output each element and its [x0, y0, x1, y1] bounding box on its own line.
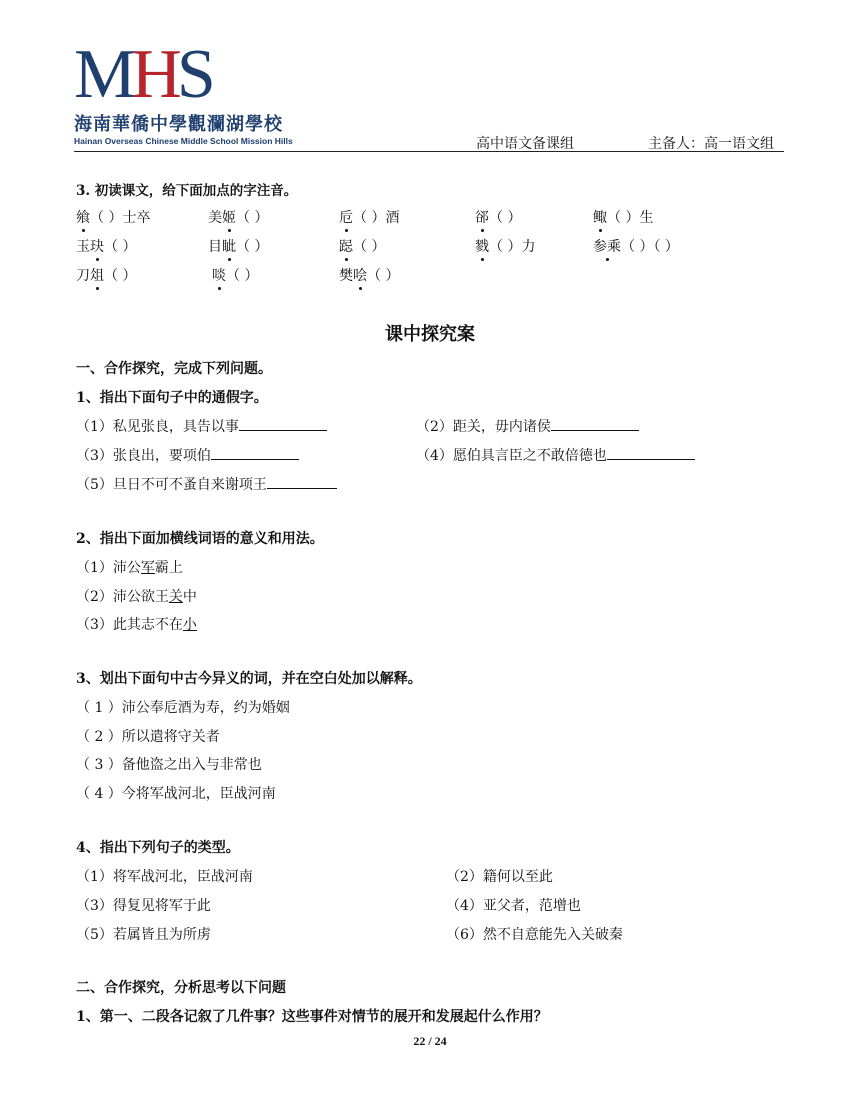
q2-item: （3）此其志不在小: [76, 617, 197, 633]
section-title: 课中探究案: [385, 324, 475, 345]
part-2-question-1: 1、第一、二段各记叙了几件事？这些事件对情节的展开和发展起什么作用？: [76, 1009, 548, 1025]
header-group: 高中语文备课组: [476, 136, 574, 152]
q3-item: （ 2 ）所以遣将守关者: [76, 729, 220, 745]
pinyin-item: 飨（ ）士卒: [76, 207, 150, 227]
q1-item: （2）距关，毋内诸侯: [416, 416, 639, 436]
pinyin-item: 目眦（ ）: [208, 236, 268, 256]
header-divider: [74, 151, 784, 152]
q4-item: （6）然不自意能先入关破秦: [446, 927, 623, 943]
q1-item: （5）旦日不可不蚤自来谢项王: [76, 474, 337, 494]
part-1-heading: 一、合作探究，完成下列问题。: [76, 361, 272, 377]
logo-school-name-cn: 海南華僑中學觀瀾湖學校: [74, 114, 283, 135]
school-logo: [74, 36, 211, 113]
pinyin-item: 跽（ ）: [339, 236, 385, 256]
pinyin-item: 参乘（ ）（ ）: [593, 236, 679, 256]
q3-item: （ 3 ）备他盗之出入与非常也: [76, 757, 262, 773]
page-number: 22 / 24: [413, 1034, 447, 1048]
part-2-heading: 二、合作探究，分析思考以下问题: [76, 980, 286, 996]
q1-item: （4）愿伯具言臣之不敢倍德也: [416, 445, 695, 465]
answer-blank[interactable]: [551, 416, 639, 431]
section-3-heading: 3. 初读课文，给下面加点的字注音。: [76, 183, 298, 199]
logo-letter-m: M: [74, 36, 132, 113]
q4-item: （5）若属皆且为所虏: [76, 927, 211, 943]
pinyin-item: 卮（ ）酒: [339, 207, 399, 227]
q3-item: （ 1 ）沛公奉卮酒为寿，约为婚姻: [76, 700, 290, 716]
pinyin-item: 美姬（ ）: [208, 207, 268, 227]
q1-item: （1）私见张良，具告以事: [76, 416, 327, 436]
pinyin-item: 玉玦（ ）: [76, 236, 136, 256]
logo-letter-h: H: [131, 36, 177, 113]
pinyin-item: 啖（ ）: [212, 265, 258, 285]
pinyin-item: 鲰（ ）生: [593, 207, 653, 227]
q4-item: （1）将军战河北，臣战河南: [76, 869, 253, 885]
q1-heading: 1、指出下面句子中的通假字。: [76, 390, 268, 406]
q4-item: （3）得复见将军于此: [76, 898, 211, 914]
q4-item: （2）籍何以至此: [446, 869, 553, 885]
answer-blank[interactable]: [211, 445, 299, 460]
answer-blank[interactable]: [267, 474, 337, 489]
q1-item: （3）张良出，要项伯: [76, 445, 299, 465]
answer-blank[interactable]: [607, 445, 695, 460]
answer-blank[interactable]: [239, 416, 327, 431]
q2-item: （2）沛公欲王关中: [76, 589, 197, 605]
q4-item: （4）亚父者，范增也: [446, 898, 581, 914]
header-author: 主备人：高一语文组: [648, 136, 774, 152]
q2-item: （1）沛公军霸上: [76, 560, 183, 576]
logo-school-name-en: Hainan Overseas Chinese Middle School Mission Hills: [74, 136, 293, 146]
q2-heading: 2、指出下面加横线词语的意义和用法。: [76, 531, 324, 547]
q4-heading: 4、指出下列句子的类型。: [76, 840, 240, 856]
logo-letter-s: S: [176, 36, 211, 113]
pinyin-item: 郤（ ）: [475, 207, 521, 227]
pinyin-item: 刀俎（ ）: [76, 265, 136, 285]
q3-item: （ 4 ）今将军战河北，臣战河南: [76, 786, 276, 802]
pinyin-item: 戮（ ）力: [475, 236, 535, 256]
pinyin-item: 樊哙（ ）: [339, 265, 399, 285]
q3-heading: 3、划出下面句中古今异义的词，并在空白处加以解释。: [76, 671, 422, 687]
